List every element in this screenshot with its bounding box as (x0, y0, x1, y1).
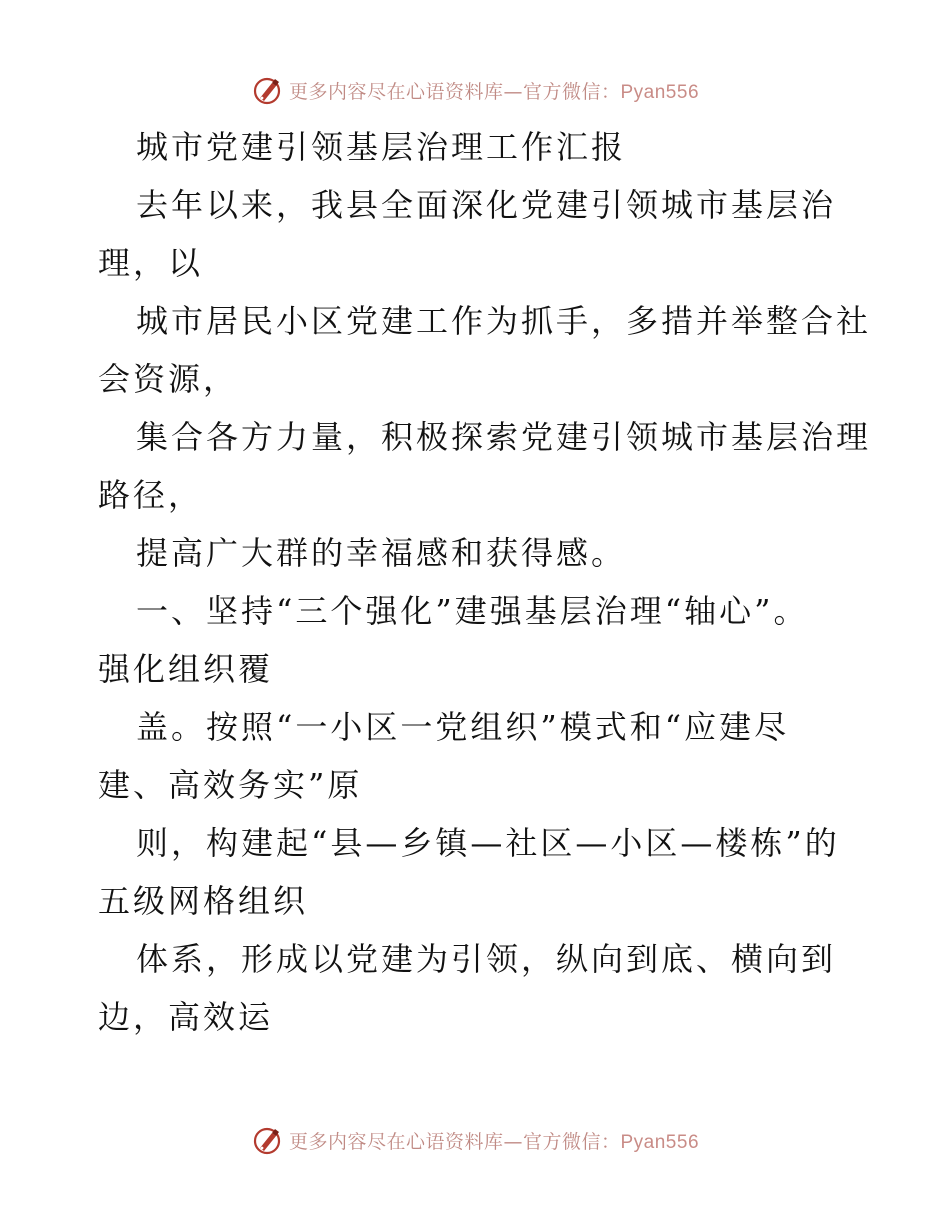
paragraph-line: 路径， (98, 476, 204, 514)
header-watermark (0, 70, 950, 110)
paragraph-line: 提高广大群的幸福感和获得感。 (136, 534, 627, 572)
paragraph-line: 边，高效运 (98, 998, 274, 1036)
paragraph-line: 体系，形成以党建为引领，纵向到底、横向到 (136, 940, 837, 978)
watermark-wechat-id: Pyan556 (620, 1131, 700, 1153)
paragraph-line: 盖。按照“一小区一党组织”模式和“应建尽 (136, 708, 790, 746)
pen-logo-icon (251, 1124, 283, 1156)
paragraph-line: 五级网格组织 (98, 882, 309, 920)
paragraph-line: 建、高效务实”原 (98, 766, 363, 804)
paragraph-line: 去年以来，我县全面深化党建引领城市基层治 (136, 186, 837, 224)
watermark-text: 更多内容尽在心语资料库—官方微信： (288, 80, 621, 103)
document-title: 城市党建引领基层治理工作汇报 (136, 128, 627, 166)
paragraph-line: 城市居民小区党建工作为抓手，多措并举整合社 (136, 302, 872, 340)
watermark-text: 更多内容尽在心语资料库—官方微信： (288, 1130, 621, 1153)
section-heading-line: 一、坚持“三个强化”建强基层治理“轴心”。 (136, 592, 809, 630)
pen-logo-icon (251, 74, 283, 106)
footer-watermark (0, 1120, 950, 1160)
paragraph-line: 会资源， (98, 360, 239, 398)
paragraph-line: 理，以 (98, 244, 204, 282)
paragraph-line: 则，构建起“县—乡镇—社区—小区—楼栋”的 (136, 824, 840, 862)
document-body (98, 118, 872, 1046)
watermark-wechat-id: Pyan556 (620, 81, 700, 103)
paragraph-line: 强化组织覆 (98, 650, 274, 688)
paragraph-line: 集合各方力量，积极探索党建引领城市基层治理 (136, 418, 872, 456)
